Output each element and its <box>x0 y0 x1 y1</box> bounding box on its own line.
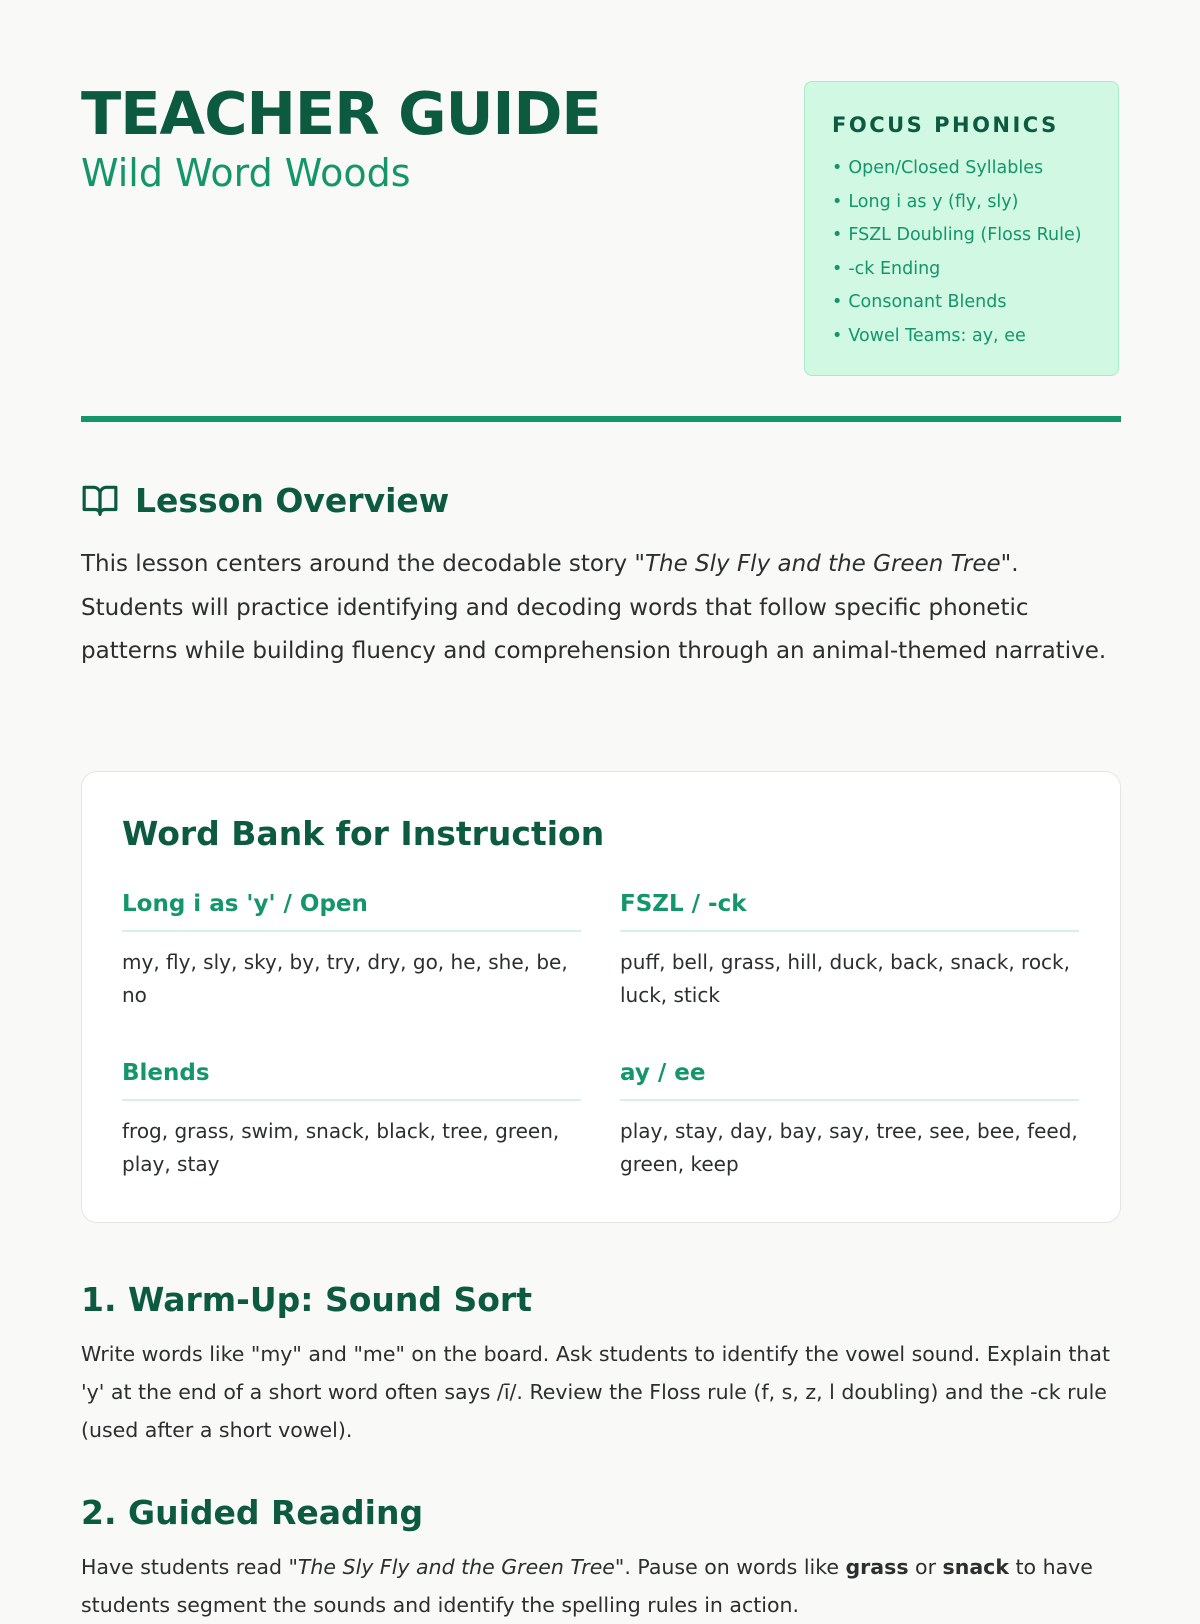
focus-phonics-list <box>832 152 1118 353</box>
focus-phonics-item <box>832 320 1118 354</box>
focus-phonics-item-label: Consonant Blends <box>848 292 1007 312</box>
teacher-guide-page <box>81 0 1121 1617</box>
word-bank-title: Word Bank for Instruction <box>122 814 605 853</box>
focus-phonics-item-label: -ck Ending <box>848 258 941 279</box>
story-title: "The Sly Fly and the Green Tree" <box>288 1555 625 1579</box>
word-bank-card <box>81 771 1121 1223</box>
guided-text-part: or <box>908 1555 943 1579</box>
warmup-heading: 1. Warm-Up: Sound Sort <box>81 1280 532 1319</box>
word-bank-category <box>122 1058 581 1181</box>
focus-phonics-item <box>832 152 1118 186</box>
bullet-icon: • <box>832 191 843 212</box>
story-title: "The Sly Fly and the Green Tree" <box>634 551 1012 577</box>
page-header <box>81 0 1121 430</box>
focus-phonics-item <box>832 186 1118 220</box>
bullet-icon: • <box>832 258 843 279</box>
word-bank-category-title: Long i as 'y' / Open <box>122 889 581 932</box>
focus-phonics-item-label: Open/Closed Syllables <box>848 158 1044 178</box>
focus-phonics-item <box>832 253 1118 287</box>
focus-phonics-item-label: Long i as y (fly, sly) <box>848 191 1019 212</box>
focus-phonics-item <box>832 286 1118 320</box>
word-bank-category <box>620 1058 1079 1181</box>
word-bank-category <box>620 889 1079 1012</box>
book-open-icon <box>81 481 119 519</box>
highlight-word: snack <box>942 1555 1009 1579</box>
lesson-overview-title: Lesson Overview <box>135 480 450 520</box>
header-divider <box>81 416 1121 422</box>
page-subtitle: Wild Word Woods <box>81 151 411 195</box>
overview-text-part: . Students will practice identifying and decoding words that follow specific phonetic patterns while building fluency and comprehension through an animal-themed narrative. <box>81 551 1107 664</box>
lesson-overview-heading <box>81 477 449 523</box>
highlight-word: grass <box>845 1555 909 1579</box>
focus-phonics-item-label: Vowel Teams: ay, ee <box>848 325 1026 346</box>
bullet-icon: • <box>832 225 843 245</box>
word-bank-category-words: frog, grass, swim, snack, black, tree, green, play, stay <box>122 1119 560 1176</box>
word-bank-category-words: my, fly, sly, sky, by, try, dry, go, he, she, be, no <box>122 950 568 1007</box>
guided-reading-heading: 2. Guided Reading <box>81 1493 424 1532</box>
word-bank-category-title: Blends <box>122 1058 581 1101</box>
bullet-icon: • <box>832 158 843 178</box>
overview-text-part: This lesson centers around the decodable story <box>81 551 635 577</box>
focus-phonics-title: FOCUS PHONICS <box>832 113 1059 137</box>
lesson-overview-text <box>81 543 1121 674</box>
bullet-icon: • <box>832 325 843 346</box>
word-bank-category <box>122 889 581 1012</box>
word-bank-category-title: ay / ee <box>620 1058 1079 1101</box>
page-title: TEACHER GUIDE <box>81 79 601 148</box>
guided-text-part: . Pause on words like <box>624 1555 846 1579</box>
guided-text-part: Have students read <box>81 1555 289 1579</box>
focus-phonics-box <box>804 81 1119 376</box>
word-bank-category-words: puff, bell, grass, hill, duck, back, snack, rock, luck, stick <box>620 950 1070 1007</box>
focus-phonics-item <box>832 219 1118 253</box>
focus-phonics-item-label: FSZL Doubling (Floss Rule) <box>848 225 1082 245</box>
guided-reading-text <box>81 1548 1121 1624</box>
word-bank-category-words: play, stay, day, bay, say, tree, see, bee, feed, green, keep <box>620 1119 1078 1176</box>
bullet-icon: • <box>832 292 843 312</box>
guided-text-part: to have students segment the sounds and identify the spelling rules in action. <box>81 1555 1093 1617</box>
word-bank-category-title: FSZL / -ck <box>620 889 1079 932</box>
warmup-text: Write words like "my" and "me" on the board. Ask students to identify the vowel sound. Explain that 'y' at the end of a short word often says /ī/. Review the Floss rule (f, s, z, l doubling) and the -ck rule (used after a short vowel). <box>81 1342 1111 1442</box>
